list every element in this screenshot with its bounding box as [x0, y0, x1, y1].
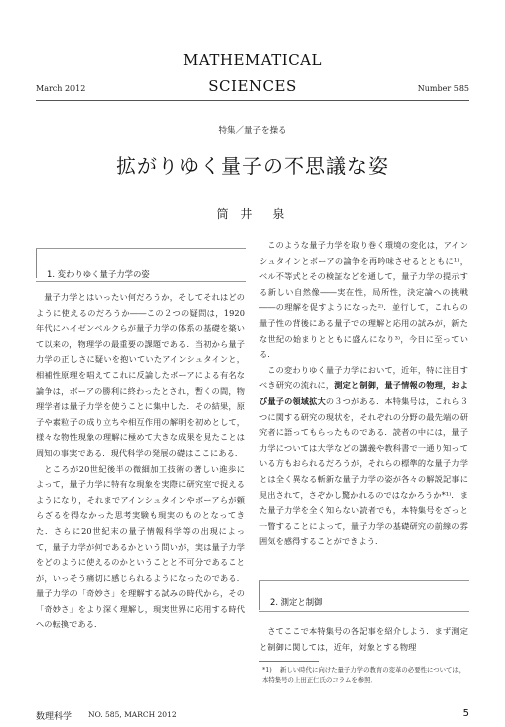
article-title: 拡がりゆく量子の不思議な姿	[116, 154, 389, 178]
journal-title-line1: MATHEMATICAL	[183, 51, 322, 69]
series-label: 特集／量子を操る	[218, 126, 287, 136]
section1-box-left-rule	[36, 248, 37, 278]
section2-box-top-rule	[259, 580, 469, 581]
footnote-mark: *1)	[262, 666, 272, 674]
section1-box-bottom-rule	[36, 281, 246, 282]
right-paragraph-2-text-a: この変わりゆく量子力学において，近年，特に注目すべき研究の流れに，	[259, 364, 468, 391]
header-rule	[36, 100, 469, 101]
right-paragraph-3: さてここで本特集号の各記事を紹介しよう．まず測定と制御に関しては，近年，対象とする物理	[259, 626, 468, 652]
footnote-text: 新しい時代に向けた量子力学の教育の変革の必要性については，本特集号の上田正仁氏のコラムを参照．	[262, 666, 466, 684]
footer-journal: 数理科学	[36, 712, 73, 722]
issue-number: Number 585	[417, 84, 469, 93]
footnote	[262, 665, 468, 685]
section1-box-top-rule	[36, 248, 246, 249]
section2-box-bottom-rule	[259, 611, 469, 612]
footer-issue: NO. 585, MARCH 2012	[88, 710, 177, 719]
right-paragraph-2-emphasis: 測定と制御，量子情報の物理，および量子の領域拡大	[259, 380, 468, 406]
journal-title-line2: SCIENCES	[208, 77, 297, 95]
footnote-rule	[259, 661, 319, 662]
left-paragraph-1: 量子力学とはいったい何だろうか，そしてそれはどのように使えるのだろうか――この２つの疑問は，1920年代にハイゼンベルクらが量子力学の体系の基礎を築いて以来の，物理学の最重要の課題である．当初から量子力学の正しさに疑いを抱いていたアインシュタインと，相補性原理を唱えてこれに反論したボーアによる有名な論争は，ボーアの勝利に終わったとされ，暫くの間，物理学者は量子力学を使うことに集中した．その結果，原子や素粒子の成り立ちや相互作用の解明を初めとして，様々な物性現象の理解に極めて大きな成果を見たことは周知の事実である．現代科学の発展の礎はここにある．	[36, 292, 245, 458]
page-number: 5	[462, 708, 469, 719]
right-paragraph-2-text-b: の３つがある．本特集号は，これら３つに関する研究の現状を，それぞれの分野の最先端の研究者に語ってもらったものである．読者の中には，量子力学については大学などの講義や教科書で一通り知っている方もおられるだろうが，それらの標準的な量子力学とは全く異なる斬新な量子力学の姿が各々の解説記事に見出されて，さぞかし驚かれるのではなかろうか*¹⁾．また量子力学を全く知らない読者でも，本特集号をざっと一瞥することによって，量子力学の基礎研究の前線の雰囲気を感得することができよう．	[259, 395, 468, 547]
right-paragraph-2	[259, 363, 468, 550]
author-name: 筒 井 泉	[216, 207, 289, 221]
right-column-body-2	[259, 624, 468, 655]
left-paragraph-2: ところが20世紀後半の微細加工技術の著しい進歩によって，量子力学に特有な現象を実際に研究室で捉えるようになり，それまでアインシュタインやボーアらが頼らざるを得なかった思考実験も現実のものとなってきた．さらに20世紀末の量子情報科学等の出現によって，量子力学が何であるかという問いが，実は量子力学をどのように使えるのかということと不可分であることが，いっそう痛切に感じられるようになったのである．量子力学の「奇妙さ」を理解する試みの時代から，その「奇妙さ」をより深く理解し，現実世界に応用する時代への転換である．	[36, 463, 245, 630]
right-paragraph-1: このような量子力学を取り巻く環境の変化は，アインシュタインとボーアの論争を再吟味させるとともに¹⁾，ベル不等式とその検証などを通して，量子力学の提示する新しい自然像――実在性，局所性，決定論への挑戦――の理解を促すようになった²⁾．並行して，これらの量子性の背後にある量子での理解と応用の試みが，新たな世紀の始まりとともに盛んになり³⁾，今日に至っている．	[259, 240, 468, 360]
section2-title: 2. 測定と制御	[270, 597, 323, 607]
section2-box-left-rule	[259, 580, 260, 610]
section1-title: 1. 変わりゆく量子力学の姿	[47, 269, 150, 279]
right-column-body	[259, 238, 468, 550]
left-column-body	[36, 290, 245, 633]
issue-date: March 2012	[36, 84, 86, 93]
